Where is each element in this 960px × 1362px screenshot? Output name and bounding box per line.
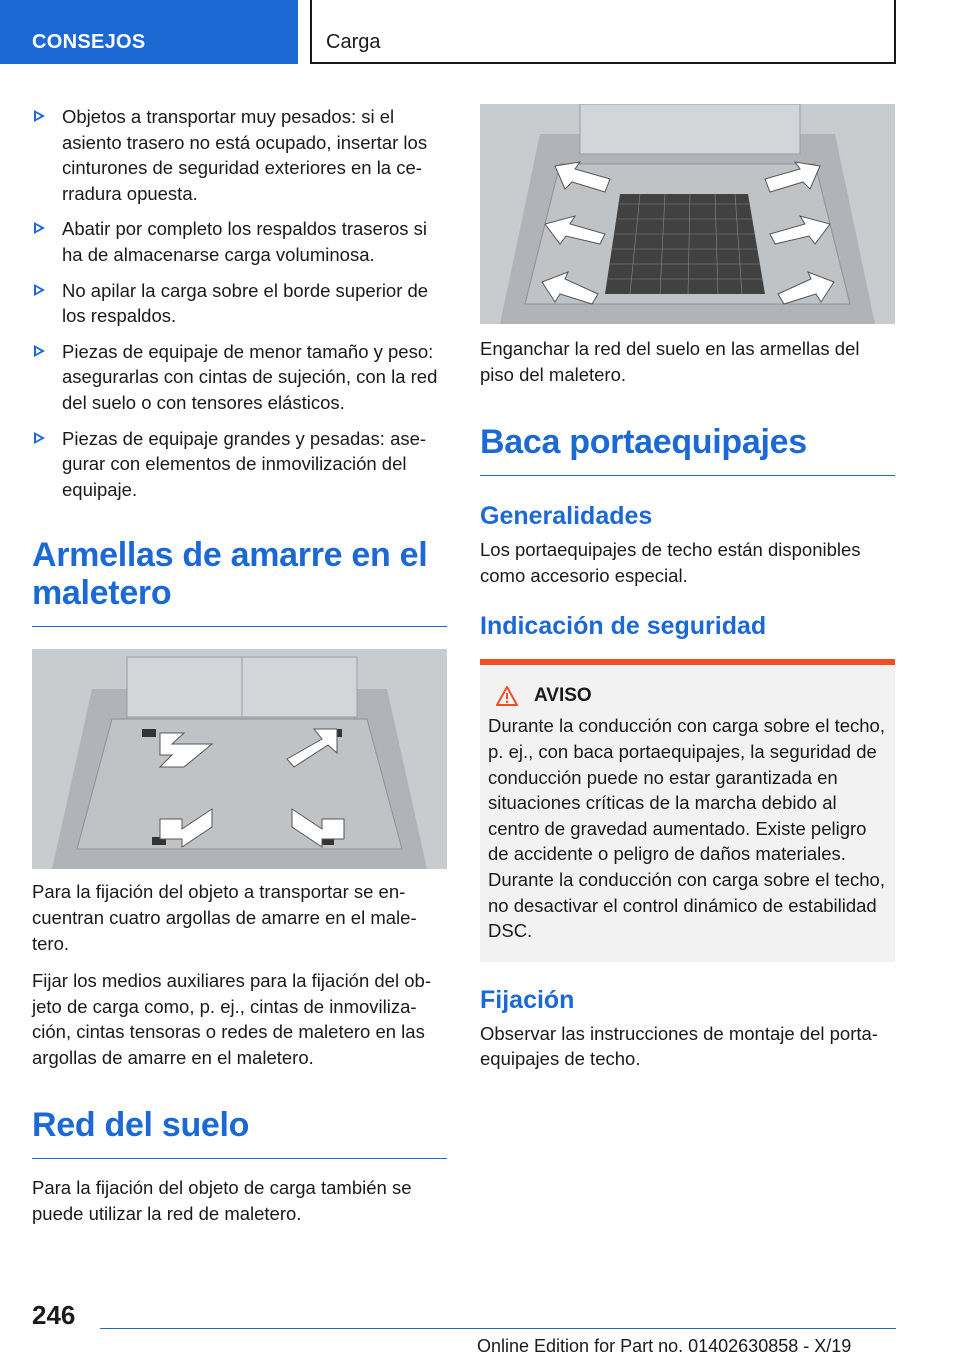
section-heading-armellas: Armellas de amarre en el maletero <box>32 536 447 627</box>
net-illustration <box>480 104 895 324</box>
bullet-triangle-icon <box>34 222 45 234</box>
trunk-illustration <box>32 649 447 869</box>
subheading-generalidades: Generalidades <box>480 502 653 531</box>
section-heading-red: Red del suelo <box>32 1106 447 1159</box>
warning-text: Durante la conducción con carga sobre el techo, p. ej., con baca portaequipajes, la seguridad de conducción puede no estar garantizada en situaciones críticas de la marcha debido al centro de gravedad aumentado. Existe peligro de accidente o peligro de daños materiales. Durante la conducción con carga sobre el techo, no desactivar el control dinámico de estabilidad DSC. <box>488 715 885 942</box>
lashing-eyes-instructions: Fijar los medios auxiliares para la fijación del objeto de carga como, p. ej., cintas de inmovilización, cintas tensoras o redes de maletero en las argollas de amarre en el maletero. <box>32 970 431 1068</box>
subheading-fijacion: Fijación <box>480 985 575 1014</box>
page-number: 246 <box>32 1300 76 1330</box>
left-column <box>32 104 447 1227</box>
section-heading-baca: Baca portaequipajes <box>480 423 895 476</box>
bullet-triangle-icon <box>34 110 45 122</box>
bullet-triangle-icon <box>34 432 45 444</box>
warning-title: AVISO <box>488 685 887 707</box>
list-item: Abatir por completo los respaldos traseros si ha de almacenarse carga voluminosa. <box>32 216 447 267</box>
floor-net-image <box>480 104 895 324</box>
floor-net-text: Para la fijación del objeto de carga también se puede utilizar la red de maletero. <box>32 1177 412 1225</box>
right-column <box>480 104 895 1072</box>
bullet-triangle-icon <box>34 345 45 357</box>
lashing-eyes-text: Para la fijación del objeto a transportar se encuentran cuatro argollas de amarre en el maletero. <box>32 881 417 954</box>
list-item: Piezas de equipaje de menor tamaño y peso: asegurarlas con cintas de sujeción, con la red del suelo o con tensores elásticos. <box>32 339 447 416</box>
footer-edition: Online Edition for Part no. 01402630858 - X/19 <box>477 1336 852 1356</box>
warning-box <box>480 659 895 961</box>
bullet-triangle-icon <box>34 284 45 296</box>
footer-divider <box>100 1328 896 1329</box>
generalidades-text: Los portaequipajes de techo están disponibles como accesorio especial. <box>480 539 861 586</box>
list-item: Piezas de equipaje grandes y pesadas: asegurar con elementos de inmovilización del equipaje. <box>32 426 447 503</box>
chapter-tab: Carga <box>310 0 896 64</box>
bullet-list <box>32 104 447 502</box>
list-item: Objetos a transportar muy pesados: si el asiento trasero no está ocupado, insertar los cinturones de seguridad exteriores en la cerradura opuesta. <box>32 104 447 206</box>
subheading-seguridad: Indicación de seguridad <box>480 612 767 641</box>
section-tab: CONSEJOS <box>0 0 298 64</box>
list-item: No apilar la carga sobre el borde superior de los respaldos. <box>32 278 447 329</box>
floor-net-caption: Enganchar la red del suelo en las armellas del piso del maletero. <box>480 338 860 385</box>
trunk-lashing-eyes-image <box>32 649 447 869</box>
warning-triangle-icon <box>496 686 518 706</box>
fijacion-text: Observar las instrucciones de montaje del portaequipajes de techo. <box>480 1022 878 1070</box>
